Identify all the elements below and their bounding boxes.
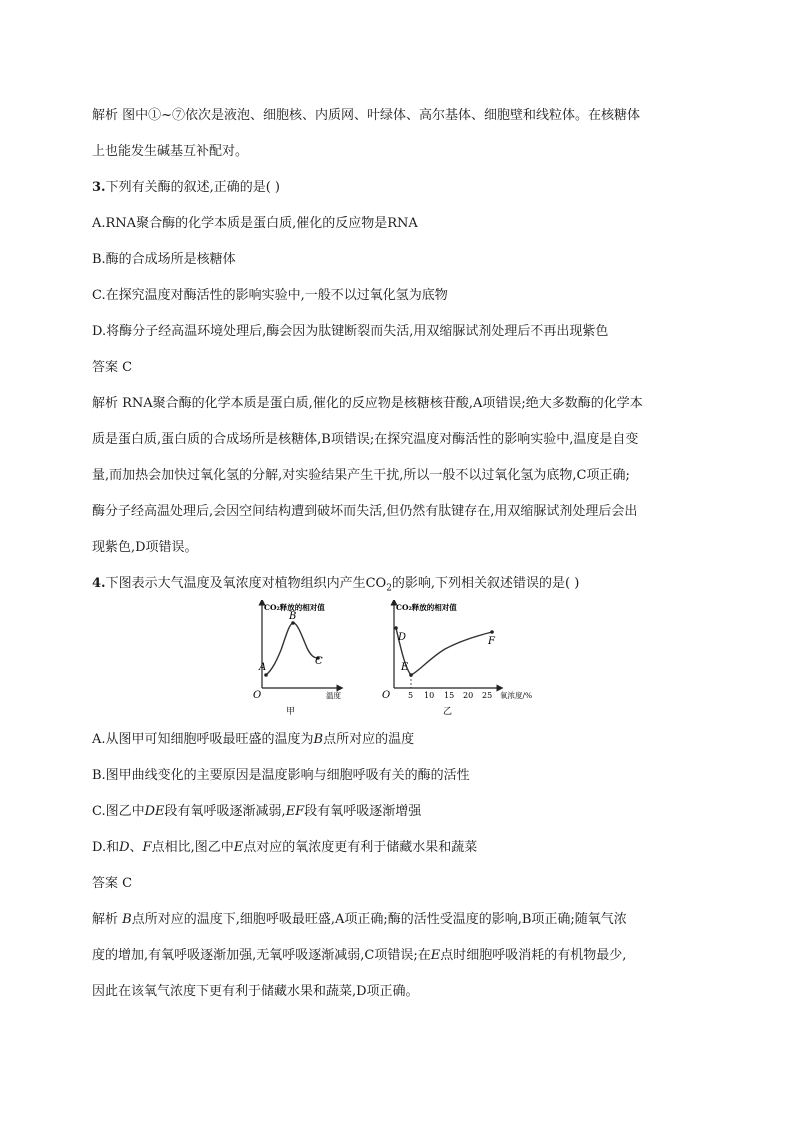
q3-number: 3. (92, 180, 106, 195)
q3-stem-text: 下列有关酶的叙述,正确的是( ) (105, 180, 280, 195)
q3-analysis-line-2: 质是蛋白质,蛋白质的合成场所是核糖体,B项错误;在探究温度对酶活性的影响实验中,温度是自变 (92, 432, 639, 447)
q4-option-a-pre: A.从图甲可知细胞呼吸最旺盛的温度为 (92, 732, 314, 747)
q4-stem-b: 的影响,下列相关叙述错误的是( ) (391, 576, 580, 591)
q4-analysis-point-b: B (122, 912, 132, 927)
q3-option-a: A.RNA聚合酶的化学本质是蛋白质,催化的反应物是RNA (92, 216, 418, 231)
q4-option-a-point: B (313, 732, 324, 747)
q3-answer: 答案 C (92, 360, 133, 375)
q4-option-c-post: 段有氧呼吸逐渐增强 (304, 804, 422, 819)
chart-jia-curve (266, 623, 318, 675)
q4-option-c-seg2: EF (285, 804, 305, 819)
q4-option-a-post: 点所对应的温度 (323, 732, 415, 747)
q4-option-d-post: 点对应的氧浓度更有利于储藏水果和蔬菜 (243, 840, 478, 855)
q4-analysis-line-1 (92, 910, 627, 930)
chart-jia-caption: 甲 (286, 707, 296, 717)
chart-yi (382, 602, 532, 717)
chart-yi-origin: O (382, 690, 391, 701)
q3-analysis-line-5: 现紫色,D项错误。 (92, 540, 198, 555)
chart-jia-xlabel: 温度 (326, 691, 341, 700)
q4-figures (0, 600, 794, 730)
chart-yi-tick-5: 5 (408, 691, 414, 700)
q3-option-c: C.在探究温度对酶活性的影响实验中,一般不以过氧化氢为底物 (92, 288, 448, 303)
q4-stem-sub: 2 (386, 583, 392, 594)
chart-yi-xlabel: 氧浓度/% (500, 691, 533, 700)
q4-option-d-mid: 点相比,图乙中 (151, 840, 234, 855)
chart-yi-point-d (394, 626, 398, 630)
q4-option-c-mid: 段有氧呼吸逐渐减弱, (164, 804, 286, 819)
q4-analysis-prefix: 解析 (92, 912, 123, 927)
q4-stem-a: 下图表示大气温度及氧浓度对植物组织内产生CO (105, 576, 387, 591)
q4-option-c-seg1: DE (144, 804, 165, 819)
chart-yi-tick-15: 15 (444, 691, 455, 700)
chart-jia-ylabel: CO₂释放的相对值 (264, 603, 325, 612)
chart-yi-tick-20: 20 (463, 691, 474, 700)
q3-option-b: B.酶的合成场所是核糖体 (92, 252, 236, 267)
chart-yi-label-d: D (398, 632, 407, 643)
q3-analysis-line-4: 酶分子经高温处理后,会因空间结构遭到破坏而失活,但仍然有肽键存在,用双缩脲试剂处理后会出 (92, 504, 638, 519)
chart-jia-label-b: B (289, 611, 297, 622)
q4-option-c (92, 802, 421, 822)
q3-analysis-line-1: 解析 RNA聚合酶的化学本质是蛋白质,催化的反应物是核糖核苷酸,A项错误;绝大多数酶的化学本 (92, 396, 643, 411)
chart-yi-tick-25: 25 (482, 691, 493, 700)
chart-yi-point-f (490, 630, 494, 634)
q4-option-a (92, 730, 414, 750)
q4-option-d-pre: D.和 (92, 840, 120, 855)
q4-analysis-line-2-text: 度的增加,有氧呼吸逐渐加强,无氧呼吸逐渐减弱,C项错误;在 (92, 948, 431, 963)
q4-analysis-point-e: E (430, 948, 441, 963)
q4-number: 4. (92, 576, 106, 591)
q4-answer: 答案 C (92, 876, 133, 891)
chart-yi-label-e: E (401, 662, 409, 673)
q4-option-d-point1: D (119, 840, 130, 855)
q4-option-c-pre: C.图乙中 (92, 804, 145, 819)
prev-analysis-line-2: 上也能发生碱基互补配对。 (92, 144, 249, 159)
q4-option-b: B.图甲曲线变化的主要原因是温度影响与细胞呼吸有关的酶的活性 (92, 768, 470, 783)
q4-option-d (92, 838, 477, 858)
chart-jia-origin: O (253, 690, 262, 701)
q3-analysis-line-3: 量,而加热会加快过氧化氢的分解,对实验结果产生干扰,所以一般不以过氧化氢为底物,C项正确; (92, 468, 630, 483)
chart-jia (253, 602, 341, 717)
q4-option-d-point2: F (142, 840, 152, 855)
chart-yi-caption: 乙 (443, 707, 453, 717)
q4-analysis-line-2 (92, 946, 626, 966)
q4-analysis-line-3: 因此在该氧气浓度下更有利于储藏水果和蔬菜,D项正确。 (92, 984, 419, 999)
chart-yi-label-f: F (488, 636, 495, 647)
q3-stem (92, 178, 280, 198)
q3-option-d: D.将酶分子经高温环境处理后,酶会因为肽键断裂而失活,用双缩脲试剂处理后不再出现紫色 (92, 324, 609, 339)
chart-jia-point-a (264, 673, 268, 677)
chart-yi-ylabel: CO₂释放的相对值 (396, 603, 457, 612)
prev-analysis-line-1: 解析 图中①~⑦依次是液泡、细胞核、内质网、叶绿体、高尔基体、细胞壁和线粒体。在核糖体 (92, 108, 641, 123)
q4-option-d-point3: E (233, 840, 244, 855)
q4-analysis-line-2-post: 点时细胞呼吸消耗的有机物最少, (440, 948, 627, 963)
q4-analysis-line-1-text: 点所对应的温度下,细胞呼吸最旺盛,A项正确;酶的活性受温度的影响,B项正确;随氧气浓 (131, 912, 627, 927)
q4-stem (92, 574, 579, 599)
chart-jia-label-c: C (315, 656, 323, 667)
chart-jia-label-a: A (259, 662, 267, 673)
q4-option-d-sep: 、 (129, 840, 143, 855)
chart-yi-tick-10: 10 (424, 691, 435, 700)
chart-yi-curve (396, 628, 492, 675)
